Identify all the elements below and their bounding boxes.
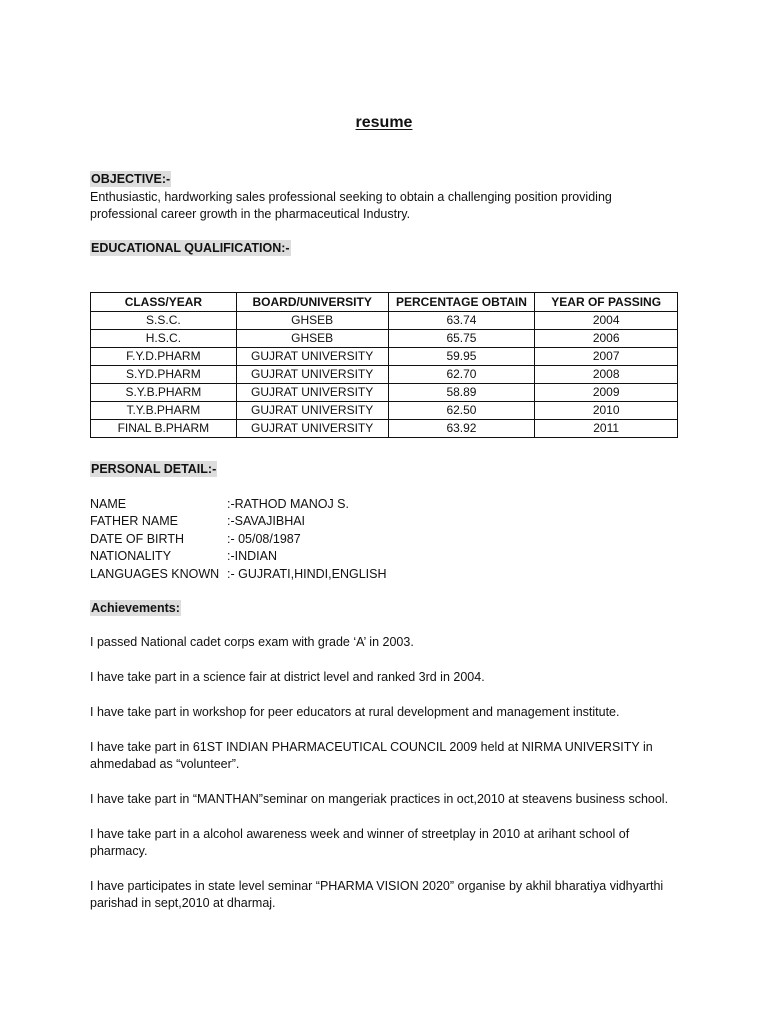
table-cell: 63.92 <box>388 420 535 438</box>
field-label: LANGUAGES KNOWN <box>90 566 220 581</box>
achievement-item <box>90 669 670 686</box>
table-cell: 65.75 <box>388 330 535 348</box>
personal-row-dob <box>90 531 387 548</box>
objective-section <box>90 171 171 187</box>
personal-heading: PERSONAL DETAIL:- <box>91 462 217 476</box>
table-row <box>91 312 678 330</box>
achievement-line: I have take part in a science fair at district level and ranked 3rd in 2004. <box>90 670 485 684</box>
column-header: YEAR OF PASSING <box>535 293 678 312</box>
table-cell: 2008 <box>535 366 678 384</box>
achievement-line: I have take part in 61ST INDIAN PHARMACEUTICAL COUNCIL 2009 held at NIRMA UNIVERSITY in <box>90 740 653 754</box>
field-value: :- GUJRATI,HINDI,ENGLISH <box>227 566 387 581</box>
achievement-item <box>90 878 670 912</box>
table-cell: S.S.C. <box>91 312 237 330</box>
table-row <box>91 348 678 366</box>
table-cell: FINAL B.PHARM <box>91 420 237 438</box>
table-cell: S.Y.B.PHARM <box>91 384 237 402</box>
table-cell: 2010 <box>535 402 678 420</box>
table-cell: GUJRAT UNIVERSITY <box>236 402 388 420</box>
table-cell: 62.50 <box>388 402 535 420</box>
table-cell: F.Y.D.PHARM <box>91 348 237 366</box>
table-cell: 2006 <box>535 330 678 348</box>
table-row <box>91 330 678 348</box>
table-cell: 59.95 <box>388 348 535 366</box>
table-row <box>91 366 678 384</box>
objective-heading: OBJECTIVE:- <box>91 172 171 186</box>
table-cell: GUJRAT UNIVERSITY <box>236 348 388 366</box>
achievement-line: I have take part in a alcohol awareness week and winner of streetplay in 2010 at arihant school of <box>90 827 630 841</box>
personal-row-languages <box>90 566 387 583</box>
table-header-row <box>91 293 678 312</box>
table-cell: 2011 <box>535 420 678 438</box>
table-cell: GHSEB <box>236 312 388 330</box>
table-cell: H.S.C. <box>91 330 237 348</box>
field-label: NAME <box>90 497 127 511</box>
table-row <box>91 420 678 438</box>
personal-row-name <box>90 496 387 513</box>
achievement-item <box>90 826 670 860</box>
achievement-line: I have participates in state level seminar “PHARMA VISION 2020” organise by akhil bharatiya vidhyarthi <box>90 879 664 893</box>
table-cell: 58.89 <box>388 384 535 402</box>
table-row <box>91 384 678 402</box>
achievement-line: I have take part in workshop for peer educators at rural development and management institute. <box>90 705 620 719</box>
field-label: FATHER NAME <box>90 514 178 529</box>
table-cell: T.Y.B.PHARM <box>91 402 237 420</box>
field-value: :-RATHOD MANOJ S. <box>227 497 349 511</box>
table-cell: 2007 <box>535 348 678 366</box>
table-cell: 2004 <box>535 312 678 330</box>
table-row <box>91 402 678 420</box>
achievement-line: ahmedabad as “volunteer”. <box>90 757 240 771</box>
achievement-line: I passed National cadet corps exam with grade ‘A’ in 2003. <box>90 635 414 649</box>
table-cell: 62.70 <box>388 366 535 384</box>
column-header: CLASS/YEAR <box>91 293 237 312</box>
field-value: :-INDIAN <box>227 549 277 564</box>
field-label: DATE OF BIRTH <box>90 531 184 546</box>
field-label: NATIONALITY <box>90 549 172 564</box>
table-cell: 2009 <box>535 384 678 402</box>
achievement-item <box>90 634 670 651</box>
column-header: BOARD/UNIVERSITY <box>236 293 388 312</box>
table-cell: GUJRAT UNIVERSITY <box>236 366 388 384</box>
personal-section <box>90 461 217 477</box>
achievement-line: I have take part in “MANTHAN”seminar on mangeriak practices in oct,2010 at steavens business school. <box>90 792 669 806</box>
achievements-section <box>90 600 181 616</box>
education-section <box>90 240 291 256</box>
column-header: PERCENTAGE OBTAIN <box>388 293 535 312</box>
achievement-item <box>90 739 670 773</box>
field-value: :-SAVAJIBHAI <box>227 514 306 529</box>
table-cell: GUJRAT UNIVERSITY <box>236 420 388 438</box>
education-heading: EDUCATIONAL QUALIFICATION:- <box>91 241 290 255</box>
field-value: :- 05/08/1987 <box>227 531 301 546</box>
personal-details <box>90 496 387 583</box>
achievement-item <box>90 791 670 808</box>
table-cell: S.YD.PHARM <box>91 366 237 384</box>
achievement-line: pharmacy. <box>90 844 148 858</box>
page-title: resume <box>355 114 413 131</box>
achievements-heading: Achievements: <box>91 601 180 615</box>
objective-text <box>90 189 650 223</box>
table-cell: GHSEB <box>236 330 388 348</box>
personal-row-father-name <box>90 513 387 530</box>
education-table <box>90 292 678 438</box>
achievement-line: parishad in sept,2010 at dharmaj. <box>90 896 276 910</box>
objective-line: Enthusiastic, hardworking sales professional seeking to obtain a challenging position providing <box>90 190 612 204</box>
table-cell: GUJRAT UNIVERSITY <box>236 384 388 402</box>
table-cell: 63.74 <box>388 312 535 330</box>
objective-line: professional career growth in the pharmaceutical Industry. <box>90 207 411 221</box>
personal-row-nationality <box>90 548 387 565</box>
achievement-item <box>90 704 670 721</box>
